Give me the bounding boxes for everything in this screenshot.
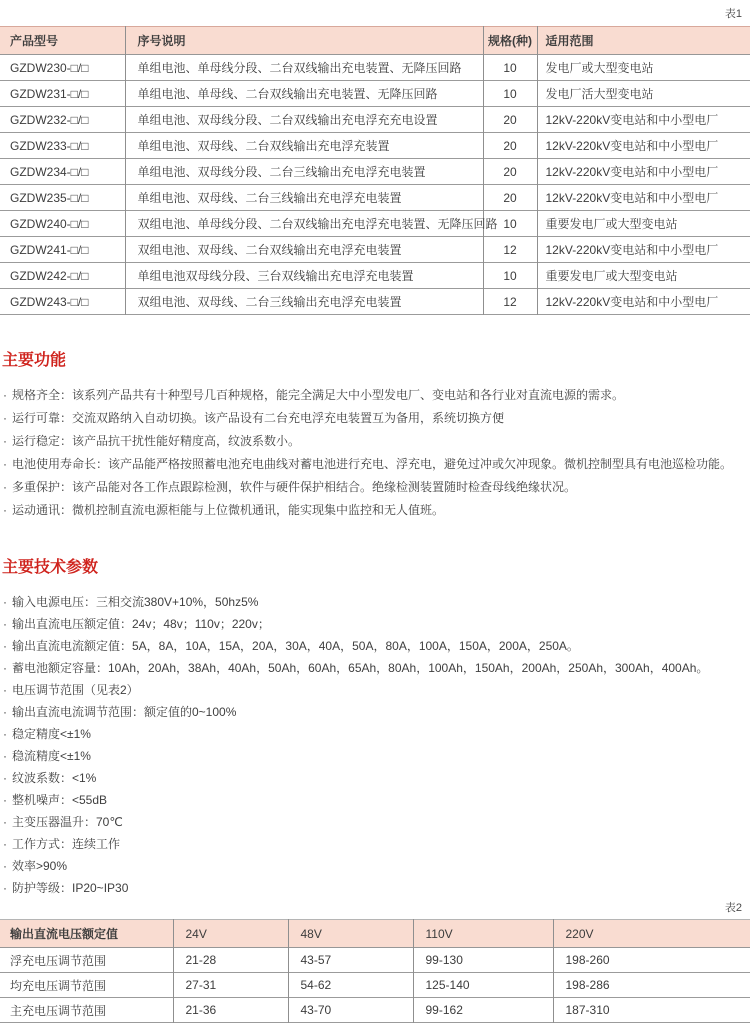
bullet-text: 稳流精度<±1% — [12, 749, 91, 763]
bullet-dot-icon: · — [3, 595, 7, 609]
table-row — [0, 81, 750, 107]
table-row — [0, 973, 750, 998]
voltage-range-table — [0, 919, 750, 1023]
bullet-dot-icon: · — [3, 749, 7, 763]
bullet-text: 输出直流电压额定值：24v；48v；110v；220v； — [12, 617, 270, 631]
bullet-text: 电压调节范围（见表2） — [12, 683, 139, 697]
table-cell: 双组电池、单母线分段、二台双线输出充电浮充电装置、无降压回路 — [125, 211, 483, 237]
product-table-header-row — [0, 27, 750, 55]
table-cell: 12kV-220kV变电站和中小型电厂 — [537, 159, 750, 185]
tech-params-list — [0, 591, 750, 899]
table-cell: 单组电池、单母线分段、二台双线输出充电装置、无降压回路 — [125, 55, 483, 81]
table-cell: 20 — [483, 185, 537, 211]
table-row — [0, 107, 750, 133]
table-cell: 单组电池、双母线分段、二台三线输出充电浮充电装置 — [125, 159, 483, 185]
bullet-dot-icon: · — [3, 388, 7, 402]
table-cell: GZDW231-□/□ — [10, 86, 89, 101]
table1-label: 表1 — [724, 8, 742, 20]
table-row — [0, 289, 750, 315]
bullet-dot-icon: · — [3, 705, 7, 719]
table-cell: 单组电池、双母线、二台三线输出充电浮充电装置 — [125, 185, 483, 211]
bullet-text: 电池使用寿命长：该产品能严格按照蓄电池充电曲线对蓄电池进行充电、浮充电，避免过冲或欠冲现象。微机控制型具有电池巡检功能。 — [12, 457, 733, 471]
bullet-item — [0, 613, 750, 635]
bullet-dot-icon: · — [3, 793, 7, 807]
table-cell: GZDW232-□/□ — [10, 112, 89, 127]
table-cell: 43-57 — [288, 948, 413, 973]
table-cell: GZDW233-□/□ — [10, 138, 89, 153]
bullet-item — [0, 855, 750, 877]
table-row — [0, 263, 750, 289]
table-cell: 125-140 — [413, 973, 553, 998]
bullet-item — [0, 430, 750, 453]
table-row — [0, 998, 750, 1023]
table-cell: GZDW241-□/□ — [10, 242, 89, 257]
bullet-text: 效率>90% — [12, 859, 68, 873]
table-cell: 99-162 — [413, 998, 553, 1023]
table-cell: 双组电池、双母线、二台双线输出充电浮充电装置 — [125, 237, 483, 263]
bullet-text: 规格齐全：该系列产品共有十种型号几百种规格，能完全满足大中小型发电厂、变电站和各行业对直流电源的需求。 — [12, 388, 625, 402]
table-row — [0, 237, 750, 263]
table-cell: 均充电压调节范围 — [10, 978, 107, 993]
table-cell: 198-260 — [553, 948, 750, 973]
section-title-tech-params: 主要技术参数 — [2, 559, 99, 576]
bullet-dot-icon: · — [3, 815, 7, 829]
table-cell: 主充电压调节范围 — [10, 1003, 107, 1018]
table-cell: 12 — [483, 237, 537, 263]
bullet-text: 纹波系数：<1% — [12, 771, 97, 785]
table-row — [0, 55, 750, 81]
table-cell: 重要发电厂或大型变电站 — [537, 211, 750, 237]
table-cell: 单组电池、单母线、二台双线输出充电装置、无降压回路 — [125, 81, 483, 107]
table-cell: 双组电池、双母线、二台三线输出充电浮充电装置 — [125, 289, 483, 315]
column-header: 适用范围 — [537, 27, 750, 55]
table-cell: 20 — [483, 133, 537, 159]
table-cell: 12kV-220kV变电站和中小型电厂 — [537, 133, 750, 159]
voltage-table-header-row — [0, 920, 750, 948]
table-cell: GZDW235-□/□ — [10, 190, 89, 205]
bullet-item — [0, 745, 750, 767]
table-cell: 单组电池双母线分段、三台双线输出充电浮充电装置 — [125, 263, 483, 289]
table-cell: 10 — [483, 81, 537, 107]
bullet-text: 工作方式：连续工作 — [12, 837, 121, 851]
table-cell: 发电厂活大型变电站 — [537, 81, 750, 107]
table-cell: 发电厂或大型变电站 — [537, 55, 750, 81]
table-cell: 198-286 — [553, 973, 750, 998]
product-model-table — [0, 26, 750, 315]
bullet-item — [0, 701, 750, 723]
bullet-dot-icon: · — [3, 639, 7, 653]
table-cell: GZDW230-□/□ — [10, 60, 89, 75]
bullet-text: 运行稳定：该产品抗干扰性能好精度高，纹波系数小。 — [12, 434, 301, 448]
main-functions-list — [0, 384, 750, 522]
column-header: 110V — [413, 920, 553, 948]
bullet-item — [0, 723, 750, 745]
table-cell: GZDW243-□/□ — [10, 294, 89, 309]
bullet-item — [0, 499, 750, 522]
bullet-text: 输入电源电压：三相交流380V+10%，50hz5% — [12, 595, 259, 609]
table-cell: 27-31 — [173, 973, 288, 998]
table-cell: 12kV-220kV变电站和中小型电厂 — [537, 185, 750, 211]
table-cell: 21-28 — [173, 948, 288, 973]
table-cell: 187-310 — [553, 998, 750, 1023]
bullet-text: 主变压器温升：70℃ — [12, 815, 123, 829]
bullet-dot-icon: · — [3, 683, 7, 697]
bullet-text: 运行可靠：交流双路纳入自动切换。该产品设有二台充电浮充电装置互为备用，系统切换方便 — [12, 411, 505, 425]
table-cell: 99-130 — [413, 948, 553, 973]
table-row — [0, 948, 750, 973]
bullet-item — [0, 453, 750, 476]
bullet-dot-icon: · — [3, 661, 7, 675]
bullet-item — [0, 789, 750, 811]
bullet-text: 蓄电池额定容量：10Ah，20Ah，38Ah，40Ah，50Ah，60Ah，65Ah，80Ah，100Ah，150Ah，200Ah，250Ah，300Ah，400Ah。 — [12, 661, 709, 675]
bullet-text: 输出直流电流调节范围：额定值的0~100% — [12, 705, 237, 719]
table-cell: 10 — [483, 211, 537, 237]
table-cell: 43-70 — [288, 998, 413, 1023]
bullet-text: 防护等级：IP20~IP30 — [12, 881, 129, 895]
bullet-item — [0, 657, 750, 679]
column-header: 220V — [553, 920, 750, 948]
bullet-item — [0, 384, 750, 407]
table-cell: 12kV-220kV变电站和中小型电厂 — [537, 289, 750, 315]
bullet-dot-icon: · — [3, 859, 7, 873]
bullet-dot-icon: · — [3, 727, 7, 741]
column-header: 48V — [288, 920, 413, 948]
table-cell: 浮充电压调节范围 — [10, 953, 107, 968]
bullet-item — [0, 877, 750, 899]
bullet-dot-icon: · — [3, 411, 7, 425]
table-row — [0, 211, 750, 237]
column-header: 序号说明 — [125, 27, 483, 55]
bullet-item — [0, 811, 750, 833]
bullet-item — [0, 679, 750, 701]
bullet-item — [0, 767, 750, 789]
bullet-item — [0, 635, 750, 657]
table-row — [0, 133, 750, 159]
bullet-item — [0, 833, 750, 855]
bullet-dot-icon: · — [3, 837, 7, 851]
table-cell: 54-62 — [288, 973, 413, 998]
bullet-text: 运动通讯：微机控制直流电源柜能与上位微机通讯，能实现集中监控和无人值班。 — [12, 503, 445, 517]
table-cell: 12kV-220kV变电站和中小型电厂 — [537, 237, 750, 263]
table2-label: 表2 — [724, 902, 742, 914]
bullet-item — [0, 476, 750, 499]
bullet-dot-icon: · — [3, 771, 7, 785]
bullet-dot-icon: · — [3, 881, 7, 895]
section-title-main-functions: 主要功能 — [2, 352, 67, 369]
bullet-text: 整机噪声：<55dB — [12, 793, 108, 807]
table-cell: 10 — [483, 263, 537, 289]
bullet-text: 稳定精度<±1% — [12, 727, 91, 741]
bullet-dot-icon: · — [3, 503, 7, 517]
table-cell: GZDW234-□/□ — [10, 164, 89, 179]
table-row — [0, 185, 750, 211]
column-header: 规格(种) — [483, 27, 537, 55]
table-cell: 20 — [483, 107, 537, 133]
column-header: 输出直流电压额定值 — [10, 927, 119, 941]
table-cell: 单组电池、双母线、二台双线输出充电浮充装置 — [125, 133, 483, 159]
bullet-dot-icon: · — [3, 457, 7, 471]
bullet-dot-icon: · — [3, 617, 7, 631]
table-cell: 20 — [483, 159, 537, 185]
bullet-item — [0, 407, 750, 430]
bullet-dot-icon: · — [3, 480, 7, 494]
bullet-text: 多重保护：该产品能对各工作点跟踪检测，软件与硬件保护相结合。绝缘检测装置随时检查母线绝缘状况。 — [12, 480, 577, 494]
table-cell: 12 — [483, 289, 537, 315]
table-cell: GZDW242-□/□ — [10, 268, 89, 283]
table-cell: 重要发电厂或大型变电站 — [537, 263, 750, 289]
table-row — [0, 159, 750, 185]
table-cell: 21-36 — [173, 998, 288, 1023]
table-cell: 单组电池、双母线分段、二台双线输出充电浮充充电设置 — [125, 107, 483, 133]
table-cell: 12kV-220kV变电站和中小型电厂 — [537, 107, 750, 133]
bullet-item — [0, 591, 750, 613]
column-header: 24V — [173, 920, 288, 948]
bullet-dot-icon: · — [3, 434, 7, 448]
table-cell: 10 — [483, 55, 537, 81]
table-cell: GZDW240-□/□ — [10, 216, 89, 231]
column-header: 产品型号 — [10, 34, 59, 48]
bullet-text: 输出直流电流额定值：5A，8A，10A，15A，20A，30A，40A，50A，80A，100A，150A，200A，250A。 — [12, 639, 579, 653]
